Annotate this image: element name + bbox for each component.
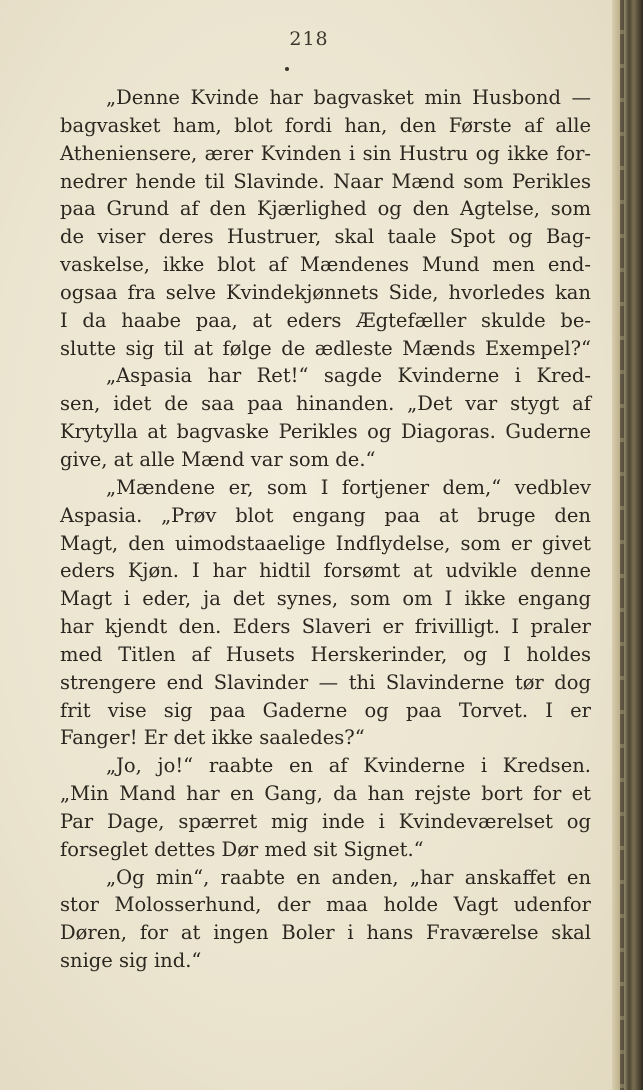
text-line: Krytylla at bagvaske Perikles og Diagoras. Guderne xyxy=(60,420,591,444)
page-number: 218 xyxy=(289,28,329,50)
text-line: strengere end Slavinder — thi Slavinderne tør dog xyxy=(60,670,591,694)
text-line: Atheniensere, ærer Kvinden i sin Hustru og ikke for- xyxy=(60,141,591,165)
text-line: bagvasket ham, blot fordi han, den Første af alle xyxy=(60,113,591,137)
text-line: Par Dage, spærret mig inde i Kvindeværelset og xyxy=(60,809,591,833)
text-line: „Mændene er, som I fortjener dem,“ vedblev xyxy=(106,475,591,499)
text-line: snige sig ind.“ xyxy=(60,949,202,973)
text-line: give, at alle Mænd var som de.“ xyxy=(60,447,376,471)
text-line: sen, idet de saa paa hinanden. „Det var stygt af xyxy=(60,392,591,416)
page-edge-stripe xyxy=(620,0,624,1090)
text-line: „Og min“, raabte en anden, „har anskaffet en xyxy=(106,865,591,889)
text-line: forseglet dettes Dør med sit Signet.“ xyxy=(60,837,424,861)
text-line: slutte sig til at følge de ædleste Mænds Exempel?“ xyxy=(60,336,591,360)
text-line: paa Grund af den Kjærlighed og den Agtelse, som xyxy=(60,197,591,221)
text-line: ogsaa fra selve Kvindekjønnets Side, hvorledes kan xyxy=(60,280,591,304)
page-edge-shadow xyxy=(612,0,643,1090)
text-line: med Titlen af Husets Herskerinder, og I holdes xyxy=(60,642,591,666)
text-line: stor Molosserhund, der maa holde Vagt udenfor xyxy=(60,893,591,917)
text-line: har kjendt den. Eders Slaveri er frivilligt. I praler xyxy=(60,615,591,639)
text-line: „Denne Kvinde har bagvasket min Husbond — xyxy=(106,86,591,109)
text-line: Fanger! Er det ikke saaledes?“ xyxy=(60,726,365,750)
text-line: Døren, for at ingen Boler i hans Fraværelse skal xyxy=(60,921,591,945)
text-line: „Jo, jo!“ raabte en af Kvinderne i Kredsen. xyxy=(106,754,591,778)
page-body-text xyxy=(60,84,591,975)
text-line: frit vise sig paa Gaderne og paa Torvet. I er xyxy=(60,698,591,722)
text-line: nedrer hende til Slavinde. Naar Mænd som Perikles xyxy=(60,169,591,193)
text-line: Magt, den uimodstaaelige Indflydelse, som er givet xyxy=(60,531,591,555)
text-line: I da haabe paa, at eders Ægtefæller skulde be- xyxy=(60,308,591,332)
text-line: de viser deres Hustruer, skal taale Spot og Bag- xyxy=(60,225,591,249)
text-line: „Min Mand har en Gang, da han rejste bort for et xyxy=(60,782,591,806)
text-line: Magt i eder, ja det synes, som om I ikke engang xyxy=(60,587,591,611)
text-line: Aspasia. „Prøv blot engang paa at bruge den xyxy=(60,503,591,527)
text-line: „Aspasia har Ret!“ sagde Kvinderne i Kred- xyxy=(106,364,591,388)
text-line: vaskelse, ikke blot af Mændenes Mund men end- xyxy=(60,253,591,277)
text-line: eders Kjøn. I har hidtil forsømt at udvikle denne xyxy=(60,559,591,583)
ink-dot xyxy=(285,67,289,71)
